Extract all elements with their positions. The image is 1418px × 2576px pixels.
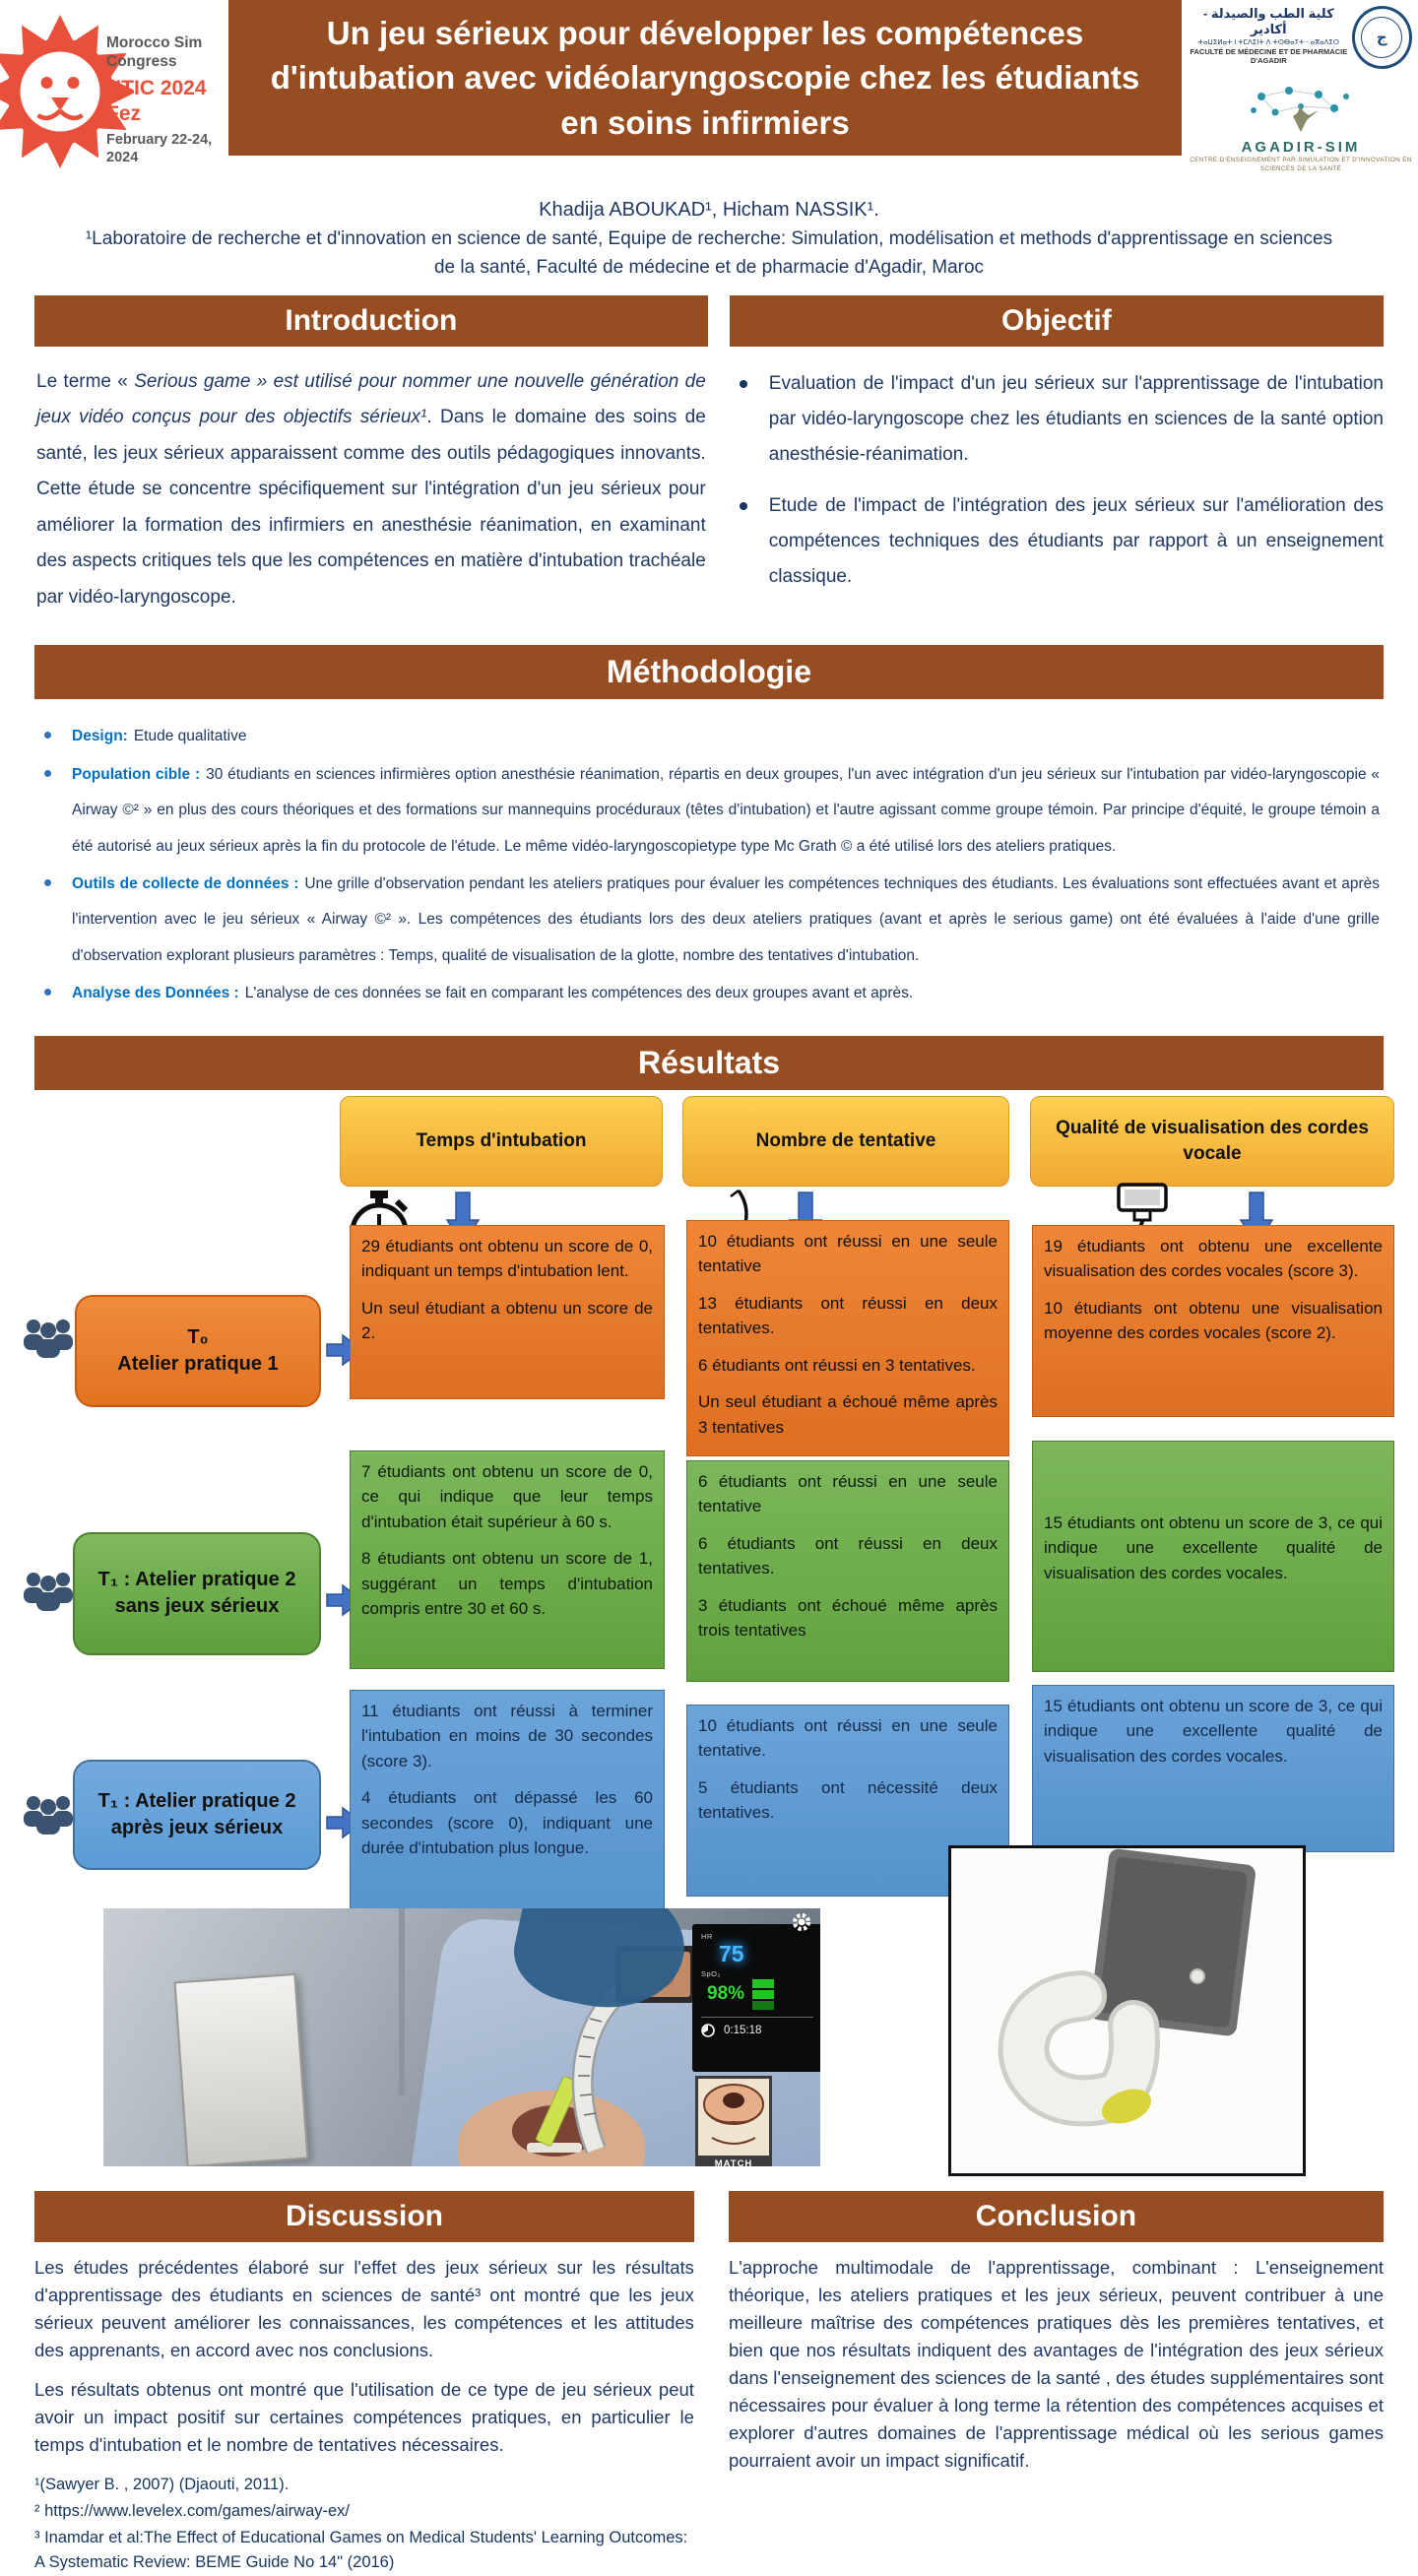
faculty-name-tifinagh: ⵜⴰⵡⵉⵍⴰⵜ ⵏ ⵜⵎⴷⵉⵏⵜ ⴷ ⵜⵙⴱⴰⵢⵜ - ⴰⴳⴰⴷⵉⵔ [1197, 39, 1339, 46]
result-cell-r2-visualisation: 15 étudiants ont obtenu un score de 3, ce qui indique une excellente qualité de visualisation des cordes vocales. [1032, 1441, 1394, 1672]
spo2-label: SpO₂ [701, 1968, 721, 1978]
result-cell-r3-visualisation: 15 étudiants ont obtenu un score de 3, ce qui indique une excellente qualité de visualisation des cordes vocales. [1032, 1685, 1394, 1852]
spo2-value: 98% [707, 1983, 745, 2005]
agadirsim-subtitle: CENTRE D'ENSEIGNEMENT PAR SIMULATION ET D'INNOVATION EN SCIENCES DE LA SANTÉ [1190, 157, 1412, 173]
row-label-t0: T₀ Atelier pratique 1 [75, 1295, 321, 1407]
agadirsim-logo [1190, 83, 1412, 174]
title-banner [228, 0, 1182, 156]
footnote-1: ¹(Sawyer B. , 2007) (Djaouti, 2011). [34, 2476, 290, 2494]
result-cell-r1-tentative: 10 étudiants ont réussi en une seule tentative 13 étudiants ont réussi en deux tentatives. 6 étudiants ont réussi en 3 tentatives. Un seul étudiant a échoué même après 3 tentatives [686, 1220, 1009, 1456]
footnotes [34, 2473, 694, 2574]
agadirsim-network-icon [1242, 83, 1360, 134]
gear-icon [791, 1911, 812, 1933]
bullet-icon [740, 502, 747, 510]
hr-value: 75 [719, 1940, 744, 1966]
congress-name: Morocco Sim Congress [106, 34, 203, 71]
discussion-section [34, 2191, 694, 2576]
footnote-3: ³ Inamdar et al:The Effect of Educational Games on Medical Students' Learning Outcomes: A Systematic Review: BEME Guide No 14" (2016) [34, 2528, 688, 2571]
people-icon [20, 1793, 77, 1836]
column-header-visualisation: Qualité de visualisation des cordes vocale [1030, 1096, 1394, 1187]
column-header-temps: Temps d'intubation [340, 1096, 663, 1187]
game-monitor [174, 1973, 309, 2166]
result-cell-r1-visualisation: 19 étudiants ont obtenu une excellente visualisation des cordes vocales (score 3). 10 étudiants ont obtenu une visualisation moyenne des cordes vocales (score 2). [1032, 1225, 1394, 1417]
university-seal-icon: ج [1352, 6, 1412, 69]
author-names: Khadija ABOUKAD¹, Hicham NASSIK¹. [539, 199, 879, 221]
mcgrath-laryngoscope-image [948, 1845, 1306, 2176]
congress-text [106, 33, 228, 167]
discussion-text: Les études précédentes élaboré sur l'effet des jeux sérieux sur les résultats d'apprentissage des étudiants en sciences de santé³ ont montré que les jeux sérieux peuvent améliorer les connaissances, les compétences et les attitudes des apprenants, en accord avec nos conclusions. Les résultats obtenus ont montré que l'utilisation de ce type de jeu sérieux peut avoir un impact positif sur certaines compétences pratiques, en particulier le temps d'intubation et le nombre de tentatives nécessaires. [34, 2256, 694, 2456]
conclusion-section [729, 2191, 1384, 2576]
bullet-icon [44, 770, 51, 777]
faculty-logo [1190, 6, 1412, 69]
methodologie-item: Outils de collecte de données : Une grille d'observation pendant les ateliers pratiques pour évaluer les compétences techniques des étudiants. Les évaluations sont effectuées avant et après l'intervention avec le jeu sérieux « Airway ©² ». Les compétences des étudiants lors des deux ateliers pratiques (avant et après le serious game) ont été évaluées à l'aide d'une grille d'observation explorant plusieurs paramètres : Temps, qualité de visualisation de la glotte, nombre des tentatives d'intubation. [38, 867, 1380, 974]
row-label-t1-sans: T₁ : Atelier pratique 2 sans jeux sérieux [73, 1532, 321, 1655]
objectif-item: Etude de l'impact de l'intégration des jeux sérieux sur l'amélioration des compétences techniques des étudiants par rapport à un enseignement classique. [730, 488, 1384, 595]
discussion-header: Discussion [34, 2191, 694, 2242]
conclusion-text: L'approche multimodale de l'apprentissage, combinant : L'enseignement théorique, les ateliers pratiques et les jeux sérieux, peuvent contribuer à une meilleure maîtrise des compétences pratiques dès les premières tentatives, et bien que nos résultats indiquent des avantages de l'intégration des jeux sérieux dans l'enseignement des sciences de la santé , des études supplémentaires sont nécessaires pour évaluer à long terme la rétention des compétences acquises et explorer d'autres domaines de l'apprentissage médical où les serious games pourraient avoir un impact significatif. [728, 2256, 1384, 2472]
game-hud [692, 1924, 820, 2072]
match-label: MATCH [698, 2156, 769, 2166]
objectif-header: Objectif [730, 295, 1384, 347]
methodologie-list [34, 719, 1384, 1011]
match-card [695, 2076, 772, 2166]
glottis-illustration [698, 2079, 769, 2156]
people-icon [20, 1570, 77, 1613]
row-label-t1-apres: T₁ : Atelier pratique 2 après jeux sérieux [73, 1760, 321, 1870]
congress-logo [0, 0, 228, 189]
introduction-text: Le terme « Serious game » est utilisé pour nommer une nouvelle génération de jeux vidéo conçus pour des objectifs sérieux¹. Dans le domaine des soins de santé, les jeux sérieux apparaissent comme des outils pédagogiques innovants. Cette étude se concentre spécifiquement sur l'intégration d'un jeu sérieux pour améliorer la formation des infirmiers en anesthésie réanimation, en examinant des aspects critiques tels que les compétences en matière d'intubation trachéale par vidéo-laryngoscope. [36, 371, 706, 608]
result-cell-r3-tentative: 10 étudiants ont réussi en une seule tentative. 5 étudiants ont nécessité deux tentatives. [686, 1705, 1009, 1897]
authors-block [0, 199, 1418, 282]
bullet-icon [44, 989, 51, 996]
poster-title: Un jeu sérieux pour développer les compétences d'intubation avec vidéolaryngoscopie chez les étudiants en soins infirmiers [270, 14, 1140, 141]
bullet-icon [44, 732, 51, 739]
game-timer: 0:15:18 [724, 2024, 762, 2036]
people-icon [20, 1317, 77, 1360]
resultats-header: Résultats [34, 1036, 1384, 1090]
resultats-section [0, 1036, 1418, 1090]
institution-logos [1182, 0, 1418, 174]
faculty-name-arabic: كلية الطب والصيدلة - أكادير [1202, 6, 1334, 36]
bullet-icon [44, 879, 51, 886]
objectif-item: Evaluation de l'impact d'un jeu sérieux sur l'apprentissage de l'intubation par vidéo-laryngoscope chez les étudiants en sciences de la santé option anesthésie-réanimation. [730, 366, 1384, 473]
result-cell-r2-temps: 7 étudiants ont obtenu un score de 0, ce qui indique que leur temps d'intubation était supérieur à 60 s. 8 étudiants ont obtenu un score de 1, suggérant un temps d'intubation compris entre 30 et 60 s. [350, 1450, 665, 1669]
methodologie-item: Population cible : 30 étudiants en sciences infirmières option anesthésie réanimation, répartis en deux groupes, l'un avec intégration d'un jeu sérieux sur l'intubation par vidéo-laryngoscopie « Airway ©² » en plus des cours théoriques et des formations sur mannequins procéduraux (têtes d'intubation) et l'autre agissant comme groupe témoin. Par principe d'équité, le groupe témoin a été autorisé au jeux sérieux après la fin du protocole de l'étude. Le même vidéo-laryngoscopietype type Mc Grath © a été utilisé lors des ateliers pratiques. [38, 757, 1380, 865]
result-cell-r2-tentative: 6 étudiants ont réussi en une seule tentative 6 étudiants ont réussi en deux tentatives. 3 étudiants ont échoué même après trois tentatives [686, 1460, 1009, 1682]
poster-header [0, 0, 1418, 189]
result-cell-r1-temps: 29 étudiants ont obtenu un score de 0, indiquant un temps d'intubation lent. Un seul étudiant a obtenu un score de 2. [350, 1225, 665, 1399]
affiliation: ¹Laboratoire de recherche et d'innovation en science de santé, Equipe de recherche: Simulation, modélisation et methods d'apprentissage en sciences de la santé, Faculté de médecine et de pharmacie d'Agadir, Maroc [85, 228, 1333, 278]
methodologie-item: Design: Etude qualitative [38, 719, 1380, 754]
airway-game-screenshot [103, 1908, 820, 2166]
congress-dates: February 22-24, 2024 [106, 132, 213, 166]
conclusion-header: Conclusion [729, 2191, 1384, 2242]
footnote-2: ² https://www.levelex.com/games/airway-ex/ [34, 2502, 351, 2521]
introduction-section [34, 295, 708, 615]
spo2-bar-icon [752, 1979, 774, 2010]
resultats-grid [0, 1094, 1418, 2177]
methodologie-header: Méthodologie [34, 645, 1384, 699]
column-header-tentative: Nombre de tentative [682, 1096, 1009, 1187]
methodologie-section [0, 645, 1418, 1011]
objectif-section [730, 295, 1384, 615]
hr-label: HR [701, 1931, 713, 1941]
timer-icon [701, 2024, 715, 2037]
introduction-header: Introduction [34, 295, 708, 347]
faculty-name-french: FACULTÉ DE MÉDECINE ET DE PHARMACIE D'AGADIR [1190, 47, 1348, 65]
bullet-icon [740, 380, 747, 388]
methodologie-item: Analyse des Données : L'analyse de ces données se fait en comparant les compétences des deux groupes avant et après. [38, 976, 1380, 1011]
result-cell-r3-temps: 11 étudiants ont réussi à terminer l'intubation en moins de 30 secondes (score 3). 4 étudiants ont dépassé les 60 secondes (score 0), indiquant une durée d'intubation plus longue. [350, 1690, 665, 1936]
agadirsim-name: AGADIR-SIM [1241, 139, 1361, 156]
congress-edition: HTIC 2024 Fez [106, 76, 207, 125]
objectif-list [730, 366, 1384, 596]
